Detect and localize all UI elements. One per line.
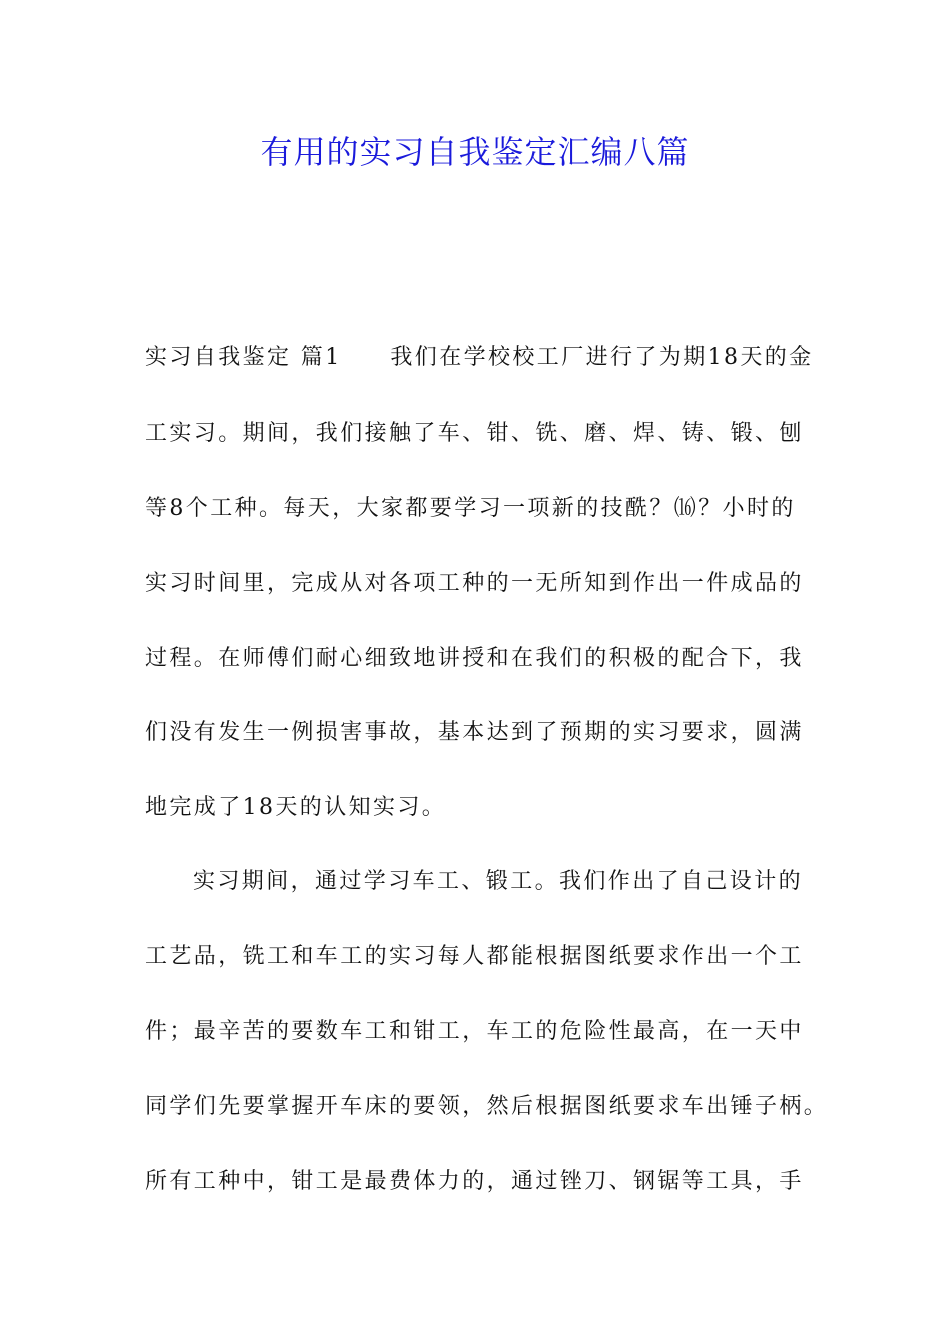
body-line: 同学们先要掌握开车床的要领，然后根据图纸要求车出锤子柄。 <box>145 1094 829 1119</box>
body-line: 实习时间里，完成从对各项工种的一无所知到作出一件成品的 <box>145 571 804 596</box>
body-line: 地完成了18天的认知实习。 <box>145 795 447 820</box>
body-line: 实习自我鉴定 篇1 我们在学校校工厂进行了为期18天的金 <box>145 345 814 370</box>
body-line: 所有工种中，钳工是最费体力的，通过锉刀、钢锯等工具，手 <box>145 1169 804 1194</box>
document-title: 有用的实习自我鉴定汇编八篇 <box>260 133 690 171</box>
body-line: 件；最辛苦的要数车工和钳工，车工的危险性最高，在一天中 <box>145 1019 804 1044</box>
body-line: 工艺品，铣工和车工的实习每人都能根据图纸要求作出一个工 <box>145 944 804 969</box>
body-line: 过程。在师傅们耐心细致地讲授和在我们的积极的配合下，我 <box>145 646 804 671</box>
body-line: 等8个工种。每天，大家都要学习一项新的技酰？⒃？小时的 <box>145 496 796 521</box>
body-line: 们没有发生一例损害事故，基本达到了预期的实习要求，圆满 <box>145 720 804 745</box>
body-line: 工实习。期间，我们接触了车、钳、铣、磨、焊、铸、锻、刨 <box>145 421 804 446</box>
body-line: 实习期间，通过学习车工、锻工。我们作出了自己设计的 <box>193 869 804 894</box>
